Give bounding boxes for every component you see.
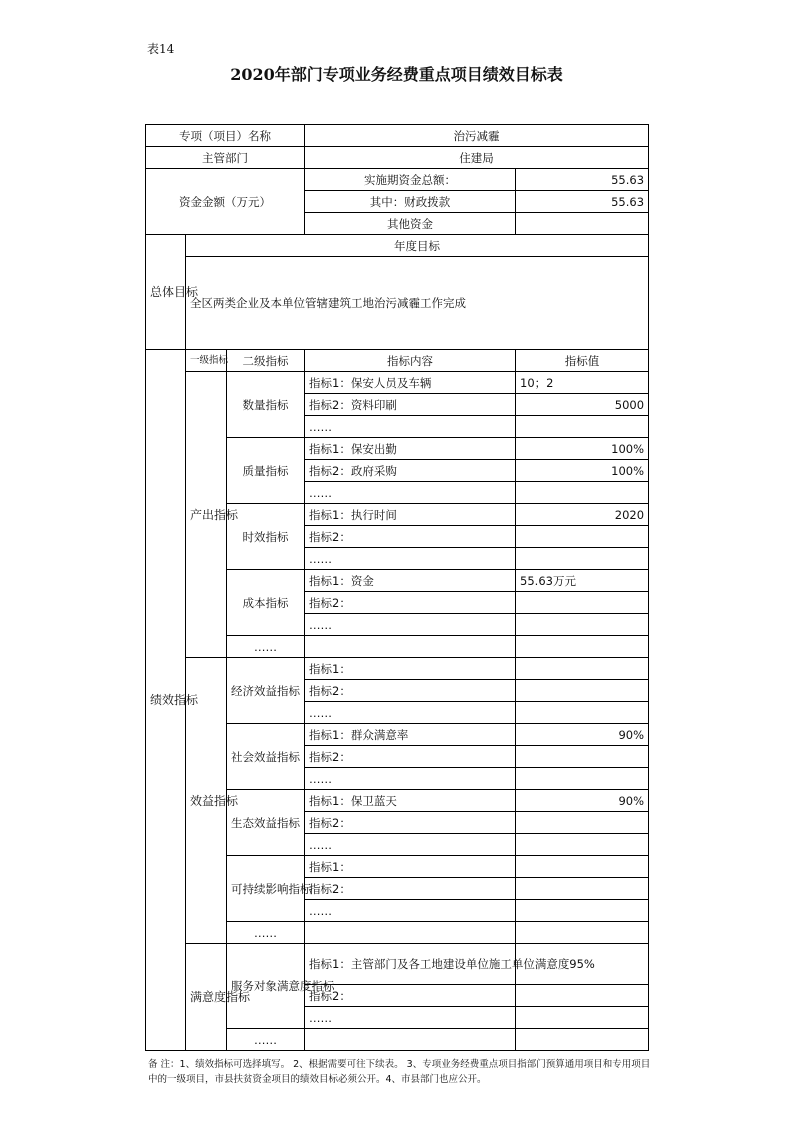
timeliness-label: 时效指标 (227, 504, 305, 570)
empty-cell (305, 922, 516, 944)
indicator-value (516, 812, 649, 834)
col-level1: 一级指标 (186, 350, 227, 372)
indicator-content: 指标2：资料印刷 (305, 394, 516, 416)
indicator-value (516, 416, 649, 438)
indicator-value: 10；2 (516, 372, 649, 394)
indicator-value (516, 702, 649, 724)
indicator-content: …… (305, 548, 516, 570)
indicator-value: 100% (516, 438, 649, 460)
funds-other-value (516, 213, 649, 235)
indicator-content: 指标1：保安人员及车辆 (305, 372, 516, 394)
indicator-content: 指标1：主管部门及各工地建设单位施工单位满意度 (305, 944, 516, 985)
ellipsis-cell: …… (227, 636, 305, 658)
indicator-content: …… (305, 702, 516, 724)
col-value: 指标值 (516, 350, 649, 372)
indicator-content: …… (305, 482, 516, 504)
goal-header: 年度目标 (186, 235, 649, 257)
cost-label: 成本指标 (227, 570, 305, 636)
funds-fiscal-label: 其中：财政拨款 (305, 191, 516, 213)
indicator-value: 5000 (516, 394, 649, 416)
empty-cell (516, 1029, 649, 1051)
footnote: 备 注：1、绩效指标可选择填写。 2、根据需要可往下续表。 3、专项业务经费重点项目指部门预算通用项目和专用项目中的一级项目，市县扶贫资金项目的绩效目标必须公开。4、市县部门也应公开。 (148, 1059, 651, 1085)
indicator-content: 指标1：保卫蓝天 (305, 790, 516, 812)
funds-fiscal-value: 55.63 (516, 191, 649, 213)
ecological-label: 生态效益指标 (227, 790, 305, 856)
table-row (146, 658, 649, 680)
indicator-content: 指标2： (305, 592, 516, 614)
goal-label: 总体目标 (146, 235, 186, 350)
quantity-label: 数量指标 (227, 372, 305, 438)
benefit-label: 效益指标 (186, 658, 227, 944)
indicator-value (516, 1007, 649, 1029)
indicator-content: 指标2： (305, 812, 516, 834)
ellipsis-cell: …… (227, 1029, 305, 1051)
indicator-value (516, 680, 649, 702)
indicator-value (516, 856, 649, 878)
indicator-content: …… (305, 834, 516, 856)
indicator-value (516, 768, 649, 790)
indicator-value (516, 482, 649, 504)
empty-cell (516, 636, 649, 658)
indicator-value: 2020 (516, 504, 649, 526)
col-content: 指标内容 (305, 350, 516, 372)
indicator-content: 指标2： (305, 526, 516, 548)
indicator-value (516, 658, 649, 680)
indicator-content: 指标2： (305, 878, 516, 900)
col-level2: 二级指标 (227, 350, 305, 372)
indicator-value (516, 614, 649, 636)
indicator-content: 指标1：执行时间 (305, 504, 516, 526)
indicator-content: 指标2： (305, 746, 516, 768)
ellipsis-cell: …… (227, 922, 305, 944)
dept-row (146, 147, 649, 169)
indicator-content: 指标1： (305, 856, 516, 878)
page-title: 2020年部门专项业务经费重点项目绩效目标表 (230, 65, 563, 84)
indicator-content: …… (305, 1007, 516, 1029)
project-label: 专项（项目）名称 (146, 125, 305, 147)
sustainable-label: 可持续影响指标 (227, 856, 305, 922)
indicator-content: 指标2： (305, 680, 516, 702)
indicator-content: 指标1： (305, 658, 516, 680)
social-label: 社会效益指标 (227, 724, 305, 790)
dept-label: 主管部门 (146, 147, 305, 169)
indicator-value: 100% (516, 460, 649, 482)
project-value: 治污减霾 (305, 125, 649, 147)
indicator-content: 指标2：政府采购 (305, 460, 516, 482)
indicator-value (516, 746, 649, 768)
funds-total-value: 55.63 (516, 169, 649, 191)
empty-cell (516, 922, 649, 944)
project-row (146, 125, 649, 147)
indicator-content: 指标1：保安出勤 (305, 438, 516, 460)
form-number: 表14 (147, 42, 175, 56)
indicator-content: 指标1：群众满意率 (305, 724, 516, 746)
indicator-value (516, 834, 649, 856)
indicator-value (516, 526, 649, 548)
empty-cell (305, 1029, 516, 1051)
indicator-value (516, 548, 649, 570)
indicator-value (516, 878, 649, 900)
quality-label: 质量指标 (227, 438, 305, 504)
service-label: 服务对象满意度指标 (227, 944, 305, 1029)
indicator-value: 90% (516, 790, 649, 812)
indicator-value: 55.63万元 (516, 570, 649, 592)
table-row (146, 372, 649, 394)
indicator-content: …… (305, 768, 516, 790)
indicator-value (516, 900, 649, 922)
perf-header-row (146, 350, 649, 372)
indicator-value (516, 985, 649, 1007)
empty-cell (305, 636, 516, 658)
performance-table (145, 124, 649, 1051)
indicator-content: …… (305, 614, 516, 636)
indicator-content: 指标1：资金 (305, 570, 516, 592)
indicator-value: 90% (516, 724, 649, 746)
goal-text: 全区两类企业及本单位管辖建筑工地治污减霾工作完成 (186, 257, 649, 350)
funds-total-label: 实施期资金总额： (305, 169, 516, 191)
output-label: 产出指标 (186, 372, 227, 658)
indicator-value: 95% (516, 944, 649, 985)
satisfaction-label: 满意度指标 (186, 944, 227, 1051)
funds-other-label: 其他资金 (305, 213, 516, 235)
dept-value: 住建局 (305, 147, 649, 169)
goal-header-row (146, 235, 649, 257)
economic-label: 经济效益指标 (227, 658, 305, 724)
indicator-content: …… (305, 900, 516, 922)
goal-text-row (146, 257, 649, 350)
indicator-content: 指标2： (305, 985, 516, 1007)
table-row (146, 944, 649, 985)
perf-label: 绩效指标 (146, 350, 186, 1051)
indicator-content: …… (305, 416, 516, 438)
funds-row-total (146, 169, 649, 191)
indicator-value (516, 592, 649, 614)
funds-label: 资金金额（万元） (146, 169, 305, 235)
